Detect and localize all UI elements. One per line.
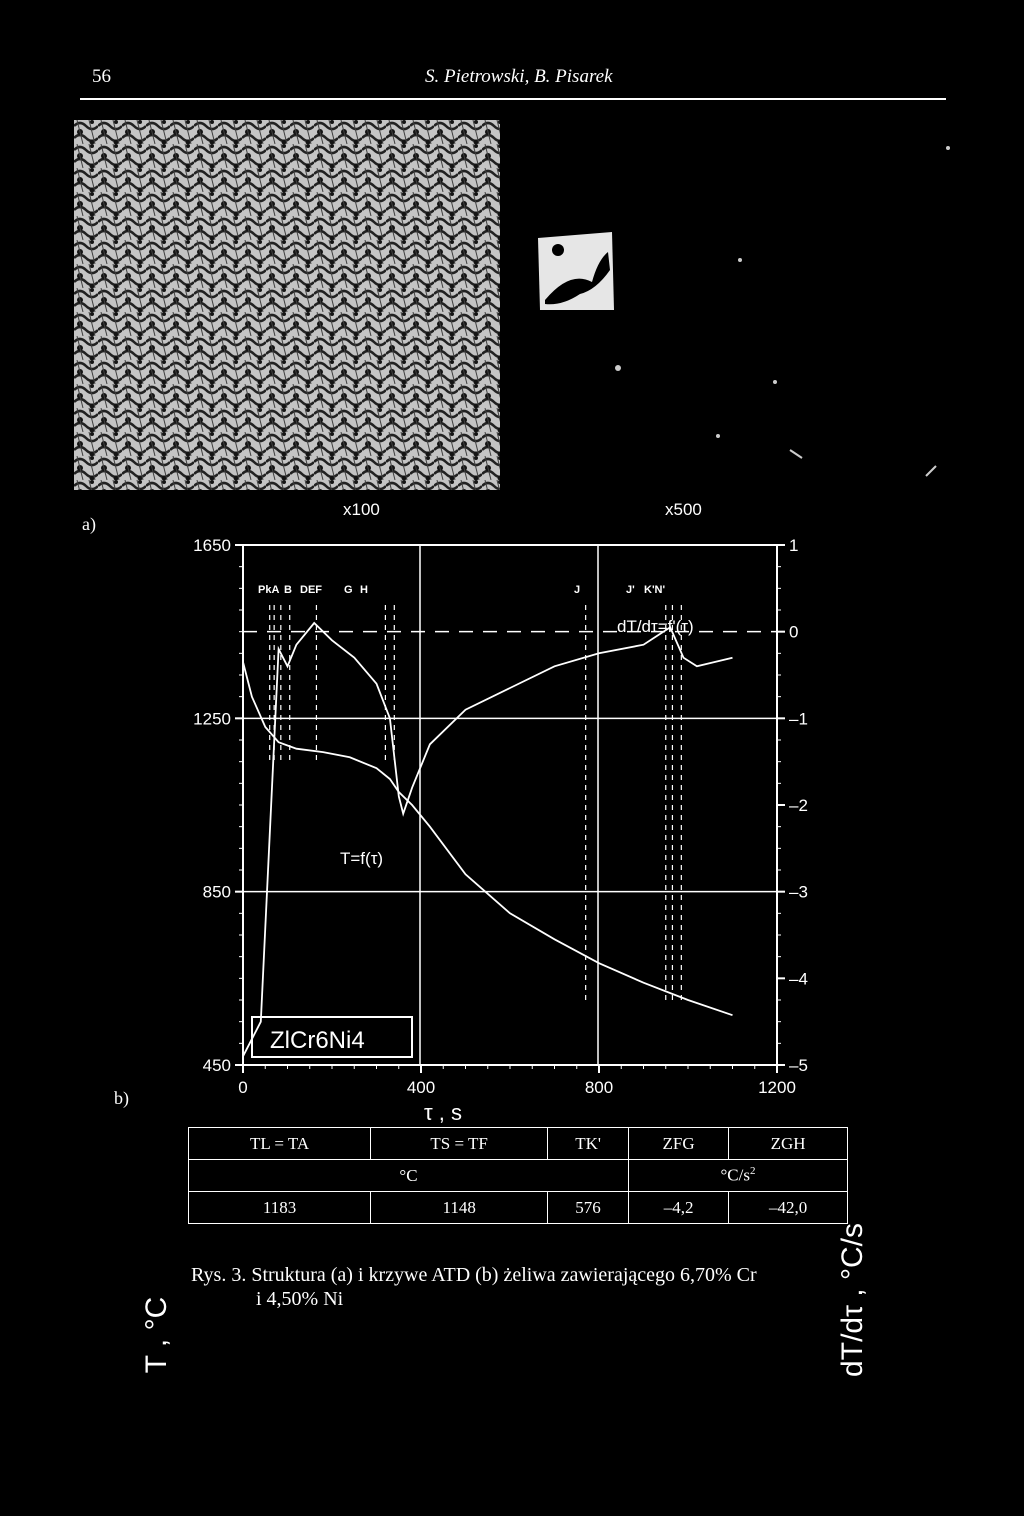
results-table [188,1127,848,1224]
curve-label-dT: dT/dτ=f'(τ) [617,617,694,636]
figure-b-label: b) [114,1088,129,1108]
table-header-row [189,1128,848,1160]
table-cell: –42,0 [729,1192,848,1224]
y-left-tick-label: 850 [202,882,231,902]
y-right-tick-label: –3 [789,882,808,902]
table-cell: –4,2 [629,1192,729,1224]
chart-marks [243,584,733,1056]
running-header-authors: S. Pietrowski, B. Pisarek [425,66,613,87]
y-right-tick-label: –4 [789,969,808,989]
y-right-axis-label: dT/dτ , °C/s [836,1223,869,1377]
figure-caption-line1: Rys. 3. Struktura (a) i krzywe ATD (b) żeliwa zawierającego 6,70% Cr [191,1264,757,1286]
point-tag: B [284,584,292,596]
y-right-tick-label: 0 [789,622,799,642]
y-right-tick-label: –2 [789,796,808,815]
y-left-tick-label: 1250 [193,709,231,729]
series-line-temperature [243,662,733,1015]
y-left-tick-label: 450 [202,1056,231,1075]
plot-frame [243,545,777,1065]
x-tick-label: 400 [406,1078,436,1097]
table-header-cell: TK' [548,1128,629,1160]
table-cell: 1148 [371,1192,548,1224]
sample-label: ZlCr6Ni4 [270,1027,365,1054]
y-right-tick-label: –5 [789,1056,808,1075]
y-left-tick-label: 1650 [193,536,231,555]
table-header-cell: TS = TF [371,1128,548,1160]
micrograph-x500 [500,120,960,490]
table-header-cell: ZFG [629,1128,729,1160]
x-tick-label: 0 [238,1078,248,1097]
table-unit-left: °C [189,1160,629,1192]
point-tag: PkA [258,584,280,596]
y-left-axis-label: T , °C [140,1296,173,1374]
table-header-cell: ZGH [729,1128,848,1160]
x-tick-label: 1200 [758,1078,796,1097]
page-number: 56 [92,66,111,87]
chart-axes [243,545,777,1065]
y-right-tick-label: 1 [789,536,799,555]
point-tag: G [344,584,353,596]
chart-ticks [193,536,808,1097]
x-axis-label: τ , s [424,1100,463,1125]
table-unit-row [189,1160,848,1192]
y-right-tick-label: –1 [789,709,808,729]
table-value-row [189,1192,848,1224]
magnification-right: x500 [665,500,702,519]
point-tag: DEF [300,584,322,596]
table-cell: 1183 [189,1192,371,1224]
figure-caption-line2: i 4,50% Ni [256,1288,344,1310]
micrograph-x100 [74,120,502,490]
table-unit-right: $^\circ C/s^2$ [629,1160,848,1192]
table-cell: 576 [548,1192,629,1224]
point-tag: H [360,584,368,596]
point-tag: K'N' [644,584,666,596]
table-header-cell: TL = TA [189,1128,371,1160]
figure-a-label: a) [82,514,96,534]
header-rule [80,98,946,100]
point-tag: J' [626,584,635,596]
point-tag: J [574,584,581,596]
magnification-left: x100 [343,500,380,519]
x-tick-label: 800 [584,1078,614,1097]
curve-label-T: T=f(τ) [340,849,384,868]
